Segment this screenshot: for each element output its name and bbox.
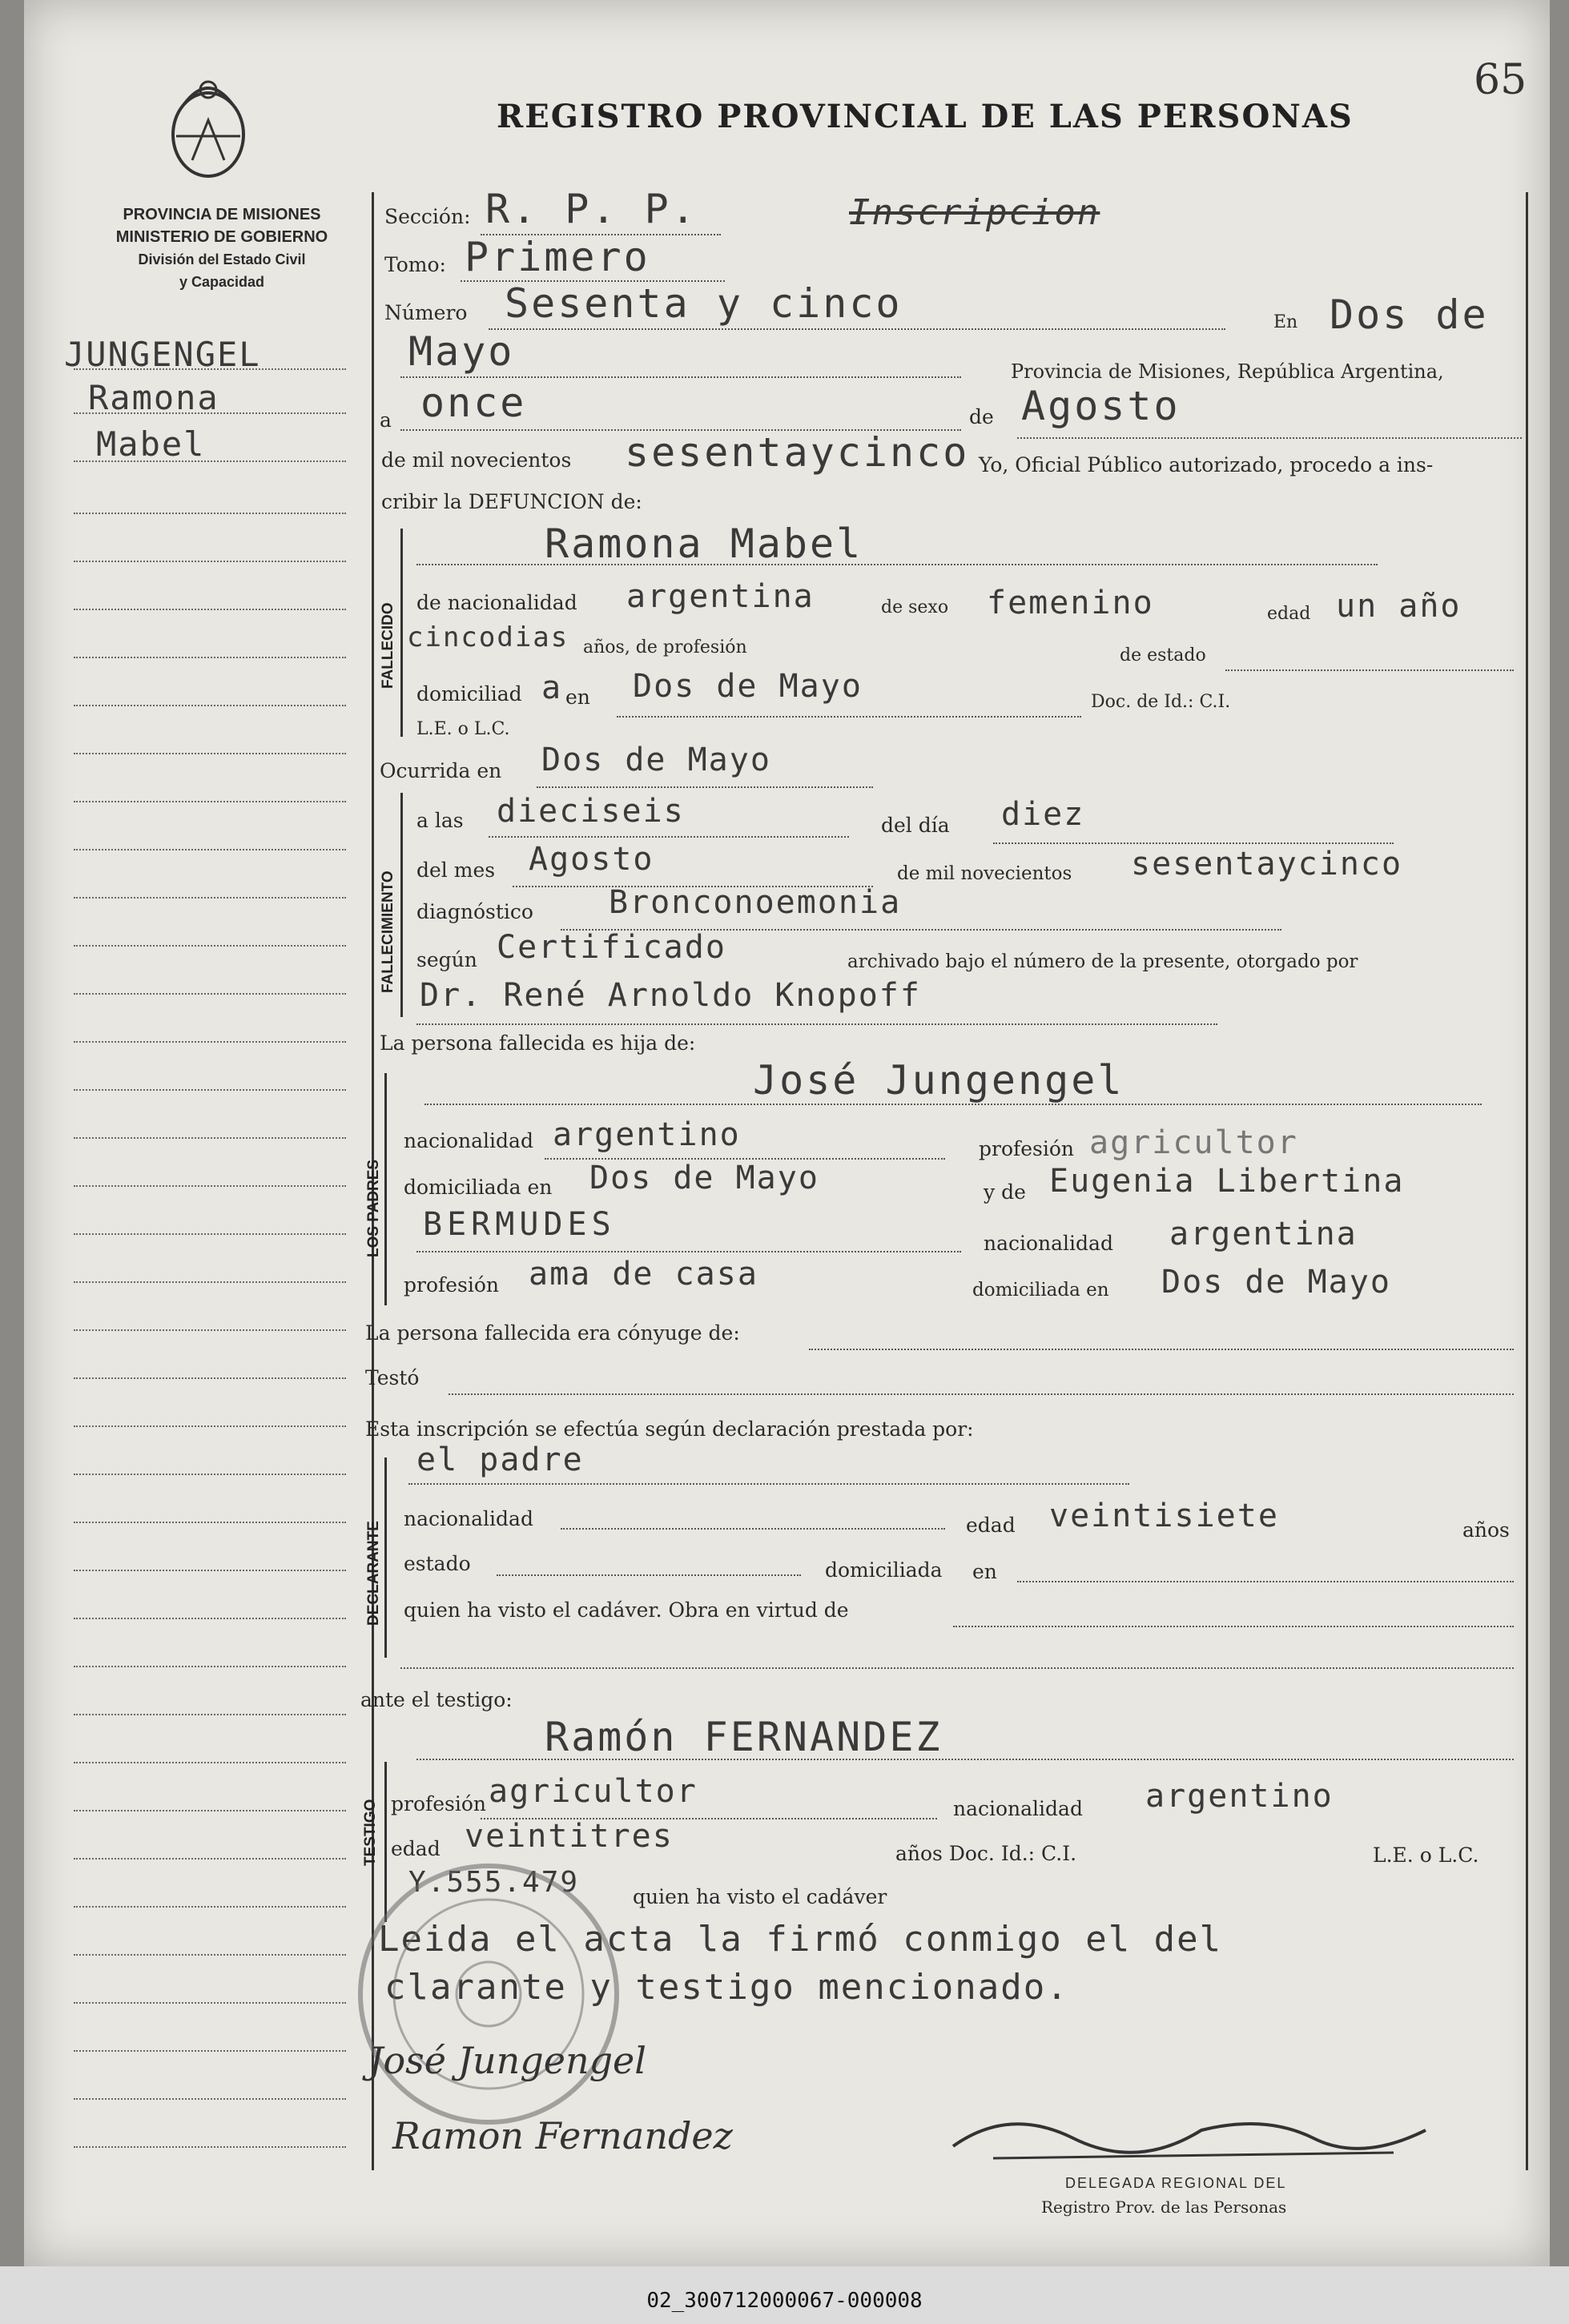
declarante-edad: veintisiete: [1049, 1498, 1279, 1534]
mes-value: Agosto: [529, 841, 654, 878]
doctor-value: Dr. René Arnoldo Knopoff: [420, 977, 921, 1014]
official-stamp-line-1: DELEGADA REGIONAL DEL: [1065, 2175, 1287, 2191]
en-value-2: Mayo: [408, 328, 515, 375]
day-value: once: [420, 380, 527, 426]
madre-nombre: Eugenia Libertina: [1049, 1163, 1405, 1200]
dia-label: del día: [881, 814, 950, 837]
cierre-line-1: Leida el acta la firmó conmigo el del: [378, 1919, 1223, 1960]
official-round-stamp-icon: [352, 1858, 625, 2130]
testigo-profesion: agricultor: [489, 1773, 698, 1810]
anio-label: de mil novecientos: [897, 863, 1072, 884]
declarante-en-label: en: [972, 1560, 997, 1583]
padre-nacionalidad: argentino: [553, 1116, 741, 1153]
crossed-stamp-word: Inscripcion: [849, 192, 1100, 233]
fallecido-anos-profesion-label: años, de profesión: [583, 637, 747, 657]
fallecido-domicilio-suffix: a: [541, 669, 563, 706]
month-value: Agosto: [1021, 383, 1181, 429]
officer-text-2: cribir la DEFUNCION de:: [381, 490, 642, 513]
fallecido-name: Ramona Mabel: [545, 521, 863, 567]
mes-label: del mes: [416, 858, 496, 882]
numero-value: Sesenta y cinco: [505, 280, 903, 327]
fallecido-sexo-label: de sexo: [881, 597, 949, 617]
y-de-label: y de: [984, 1180, 1026, 1204]
testigo-le-label: L.E. o L.C.: [1373, 1844, 1479, 1867]
segun-value: Certificado: [497, 929, 726, 966]
official-signature-icon: [945, 2098, 1442, 2170]
testigo-nacionalidad: argentino: [1145, 1778, 1334, 1815]
fallecimiento-section-label: FALLECIMIENTO: [380, 870, 396, 993]
conyuge-label: La persona fallecida era cónyuge de:: [365, 1321, 740, 1345]
testo-label: Testó: [365, 1366, 420, 1389]
tomo-label: Tomo:: [384, 253, 446, 276]
firma-declarante: José Jungengel: [368, 2039, 646, 2082]
archivado-text: archivado bajo el número de la presente, otorgado por: [847, 951, 1358, 972]
madre-profesion: ama de casa: [529, 1256, 758, 1293]
fallecido-nacionalidad: argentina: [626, 578, 815, 615]
testigo-visto-label: quien ha visto el cadáver: [633, 1885, 887, 1908]
officer-text: Yo, Oficial Público autorizado, procedo a ins-: [979, 453, 1434, 476]
declarante-nombre: el padre: [416, 1441, 584, 1478]
margin-name-2: Mabel: [96, 424, 206, 464]
official-stamp-line-2: Registro Prov. de las Personas: [1041, 2197, 1287, 2217]
testigo-section-label: TESTIGO: [362, 1799, 379, 1866]
fallecido-sexo: femenino: [987, 585, 1154, 621]
declarante-visto-label: quien ha visto el cadáver. Obra en virtud de: [404, 1598, 849, 1622]
cierre-line-2: clarante y testigo mencionado.: [384, 1967, 1069, 2008]
madre-domicilio: Dos de Mayo: [1161, 1264, 1391, 1301]
seccion-label: Sección:: [384, 205, 471, 228]
padres-intro: La persona fallecida es hija de:: [380, 1031, 696, 1055]
diagnostico-value: Bronconoemonia: [609, 884, 902, 921]
madre-domiciliada-label: domiciliada en: [972, 1280, 1109, 1301]
fallecido-nacionalidad-label: de nacionalidad: [416, 591, 577, 614]
ocurrida-label: Ocurrida en: [380, 759, 502, 782]
declarante-domiciliada-label: domiciliada: [825, 1558, 943, 1582]
a-label: a: [380, 408, 392, 432]
padres-section-label: LOS PADRES: [365, 1159, 382, 1257]
margin-surname: JUNGENGEL: [64, 335, 261, 374]
file-id-caption: 02_300712000067-000008: [646, 2289, 923, 2313]
year-value: sesentaycinco: [625, 429, 970, 476]
coat-of-arms-icon: [160, 72, 256, 184]
declarante-nacionalidad-label: nacionalidad: [404, 1507, 533, 1530]
fallecido-en-label: en: [565, 686, 590, 709]
issuer-block: [74, 203, 370, 293]
padre-nacionalidad-label: nacionalidad: [404, 1129, 533, 1152]
testigo-edad: veintitres: [465, 1818, 674, 1855]
page-number: 65: [1474, 56, 1527, 104]
diagnostico-label: diagnóstico: [416, 900, 533, 923]
testigo-edad-label: edad: [391, 1837, 441, 1860]
padre-domiciliada-label: domiciliada en: [404, 1176, 553, 1199]
declarante-section-label: DECLARANTE: [365, 1521, 382, 1626]
tomo-value: Primero: [465, 234, 650, 280]
issuer-line-2: MINISTERIO DE GOBIERNO: [115, 228, 328, 246]
dia-value: diez: [1001, 796, 1085, 833]
firma-testigo: Ramon Fernandez: [392, 2114, 733, 2157]
madre-profesion-label: profesión: [404, 1273, 500, 1297]
fallecido-doc-label: Doc. de Id.: C.I.: [1091, 692, 1231, 712]
seccion-value: R. P. P.: [485, 186, 698, 232]
en-value: Dos de: [1330, 292, 1489, 338]
anio-value: sesentaycinco: [1131, 846, 1403, 883]
fallecido-domicilio-label: domiciliad: [416, 682, 522, 706]
issuer-line-4: y Capacidad: [179, 274, 265, 290]
fallecido-edad-label: edad: [1267, 604, 1311, 624]
margin-name-1: Ramona: [88, 378, 219, 417]
segun-label: según: [416, 948, 477, 971]
testigo-nacionalidad-label: nacionalidad: [953, 1797, 1083, 1820]
de-label: de: [969, 405, 994, 428]
province-text: Provincia de Misiones, República Argentina,: [1011, 360, 1444, 383]
form-right-border: [1526, 192, 1528, 2170]
fallecido-section-label: FALLECIDO: [380, 602, 396, 689]
numero-label: Número: [384, 301, 468, 324]
hora-value: dieciseis: [497, 793, 685, 830]
padre-nombre: José Jungengel: [753, 1057, 1124, 1104]
ocurrida-value: Dos de Mayo: [541, 742, 771, 778]
testigo-intro: ante el testigo:: [360, 1688, 513, 1711]
issuer-line-3: División del Estado Civil: [138, 251, 306, 267]
declarante-anos-label: años: [1462, 1518, 1510, 1542]
madre-apellido: BERMUDES: [423, 1206, 616, 1243]
declarante-edad-label: edad: [966, 1514, 1016, 1537]
en-label: En: [1273, 312, 1298, 332]
fallecido-edad-2: cincodias: [407, 621, 569, 653]
page-title: REGISTRO PROVINCIAL DE LAS PERSONAS: [497, 98, 1354, 135]
declarante-estado-label: estado: [404, 1552, 471, 1575]
madre-nacionalidad-label: nacionalidad: [984, 1232, 1113, 1255]
padre-profesion: agricultor: [1089, 1124, 1298, 1161]
year-label: de mil novecientos: [381, 448, 572, 472]
madre-nacionalidad: argentina: [1169, 1216, 1358, 1252]
testigo-anos-doc-label: años Doc. Id.: C.I.: [895, 1842, 1077, 1865]
declaracion-label: Esta inscripción se efectúa según declaración prestada por:: [365, 1417, 974, 1441]
issuer-line-1: PROVINCIA DE MISIONES: [123, 206, 321, 223]
padre-domicilio: Dos de Mayo: [589, 1160, 819, 1196]
hora-label: a las: [416, 809, 464, 832]
testigo-profesion-label: profesión: [391, 1792, 487, 1815]
testigo-doc-numero: Y.555.479: [408, 1866, 580, 1899]
fallecido-domicilio: Dos de Mayo: [633, 668, 863, 705]
fallecido-edad: un año: [1336, 588, 1462, 625]
fallecido-le-label: L.E. o L.C.: [416, 719, 510, 739]
testigo-nombre: Ramón FERNANDEZ: [545, 1714, 943, 1760]
padre-profesion-label: profesión: [979, 1137, 1075, 1160]
fallecido-estado-label: de estado: [1120, 645, 1206, 665]
